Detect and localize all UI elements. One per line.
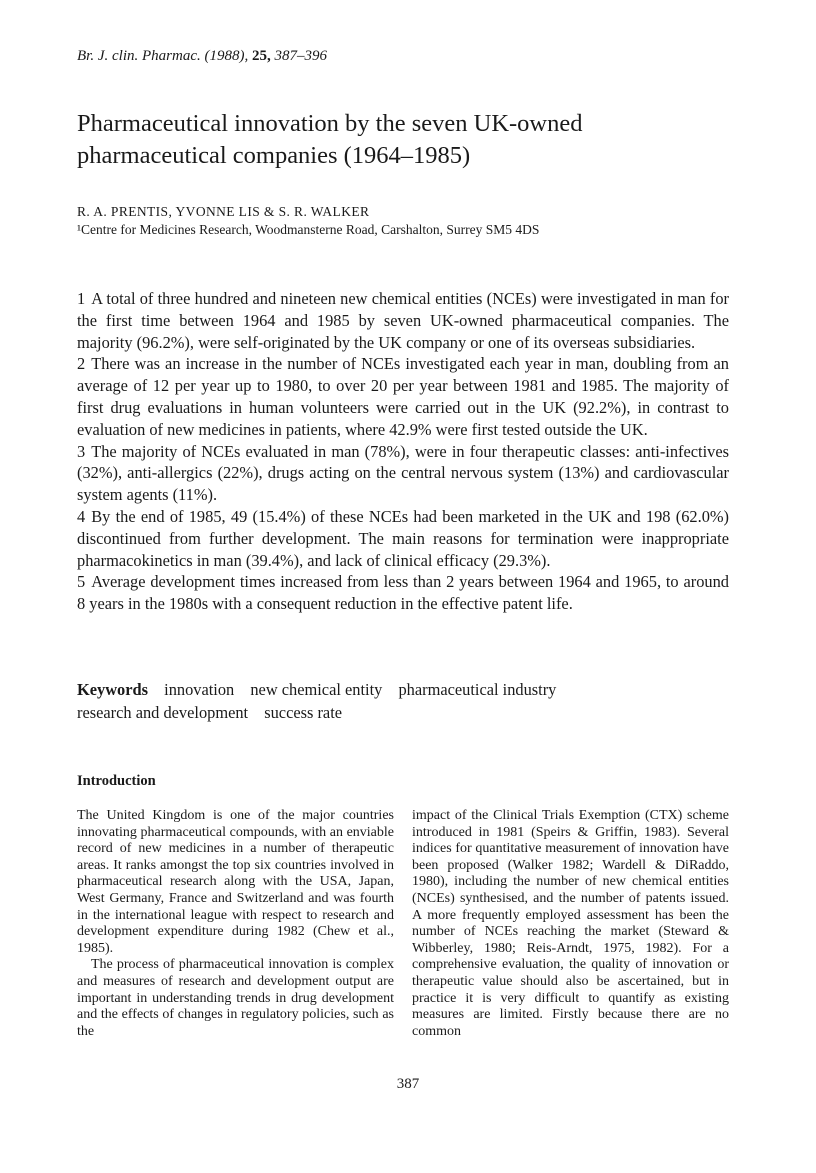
journal-year: (1988), <box>204 48 249 64</box>
body-paragraph: The United Kingdom is one of the major countries innovating pharmaceutical compounds, with an enviable record of new medicines in a number of therapeutic areas. It ranks amongst the top six countries involved in pharmaceutical research along with the USA, Japan, West Germany, France and Switzerland and was fourth in the international league with respect to research and development expenditure during 1982 (Chew et al., 1985). <box>77 808 394 956</box>
article-title: Pharmaceutical innovation by the seven UK-owned pharmaceutical companies (1964–1985) <box>77 110 583 169</box>
abstract-point-text: By the end of 1985, 49 (15.4%) of these NCEs had been marketed in the UK and 198 (62.0%) discontinued from further development. The main reasons for termination were inappropriate pharmacokinetics in man (39.4%), and lack of clinical efficacy (29.3%). <box>77 506 729 570</box>
abstract-point-number: 3 <box>77 441 86 461</box>
author-affiliation: ¹Centre for Medicines Research, Woodmansterne Road, Carshalton, Surrey SM5 4DS <box>77 222 540 237</box>
keyword: pharmaceutical industry <box>398 680 557 699</box>
abstract-point <box>77 441 729 506</box>
abstract-point-number: 1 <box>77 289 86 308</box>
abstract-point-text: Average development times increased from less than 2 years between 1964 and 1965, to around 8 years in the 1980s with a consequent reduction in the effective patent life. <box>77 572 729 614</box>
journal-citation <box>77 48 327 65</box>
keyword: innovation <box>164 680 235 699</box>
body-paragraph: impact of the Clinical Trials Exemption (CTX) scheme introduced in 1981 (Speirs & Griffin, 1983). Several indices for quantitative measurement of innovation have been proposed (Walker 1982; Wardell & DiRaddo, 1980), including the number of new chemical entities (NCEs) synthesised, and the number of patents issued. A more frequently employed assessment has been the number of NCEs reaching the market (Steward & Wibberley, 1980; Reis-Arndt, 1975, 1982). For a comprehensive evaluation, the quality of innovation or therapeutic value should also be ascertained, but in practice it is very difficult to quantify as existing measures are limited. Firstly because there are no common <box>412 808 729 1039</box>
keyword: success rate <box>264 703 343 722</box>
section-heading: Introduction <box>77 773 156 789</box>
abstract-point-text: A total of three hundred and nineteen new chemical entities (NCEs) were investigated in man for the first time between 1964 and 1985 by seven UK-owned pharmaceutical companies. The majority (96.2%), were self-originated by the UK company or one of its overseas subsidiaries. <box>77 289 729 352</box>
abstract-point <box>77 506 729 571</box>
keywords <box>77 678 729 724</box>
journal-name: Br. J. clin. Pharmac. <box>77 48 201 64</box>
keyword: research and development <box>77 703 249 722</box>
abstract-point <box>77 571 729 615</box>
keyword: new chemical entity <box>250 680 383 699</box>
journal-pages: 387–396 <box>274 48 327 64</box>
abstract-point-number: 2 <box>77 354 86 374</box>
abstract-point <box>77 353 729 440</box>
journal-volume: 25, <box>251 48 271 64</box>
abstract-point <box>77 288 729 353</box>
body-column-left <box>77 808 394 1040</box>
keywords-label: Keywords <box>77 680 149 699</box>
abstract-point-number: 5 <box>77 572 86 592</box>
author-list: R. A. PRENTIS, YVONNE LIS & S. R. WALKER <box>77 204 370 219</box>
abstract-point-text: The majority of NCEs evaluated in man (78%), were in four therapeutic classes: anti-infectives (32%), anti-allergics (22%), drugs acting on the central nervous system (13%) and cardiovascular system agents (11%). <box>77 441 729 505</box>
abstract-point-text: There was an increase in the number of NCEs investigated each year in man, doubling from an average of 12 per year up to 1980, to over 20 per year between 1981 and 1985. The majority of first drug evaluations in human volunteers were carried out in the UK (92.2%), in contrast to evaluation of new medicines in patients, where 42.9% were first tested outside the UK. <box>77 354 729 439</box>
abstract-point-number: 4 <box>77 506 86 526</box>
body-column-right <box>412 808 729 1040</box>
abstract <box>77 288 729 615</box>
page-number: 387 <box>396 1076 420 1092</box>
body-paragraph: The process of pharmaceutical innovation is complex and measures of research and development output are important in understanding trends in drug development and the effects of changes in regulatory policies, such as the <box>77 957 394 1039</box>
